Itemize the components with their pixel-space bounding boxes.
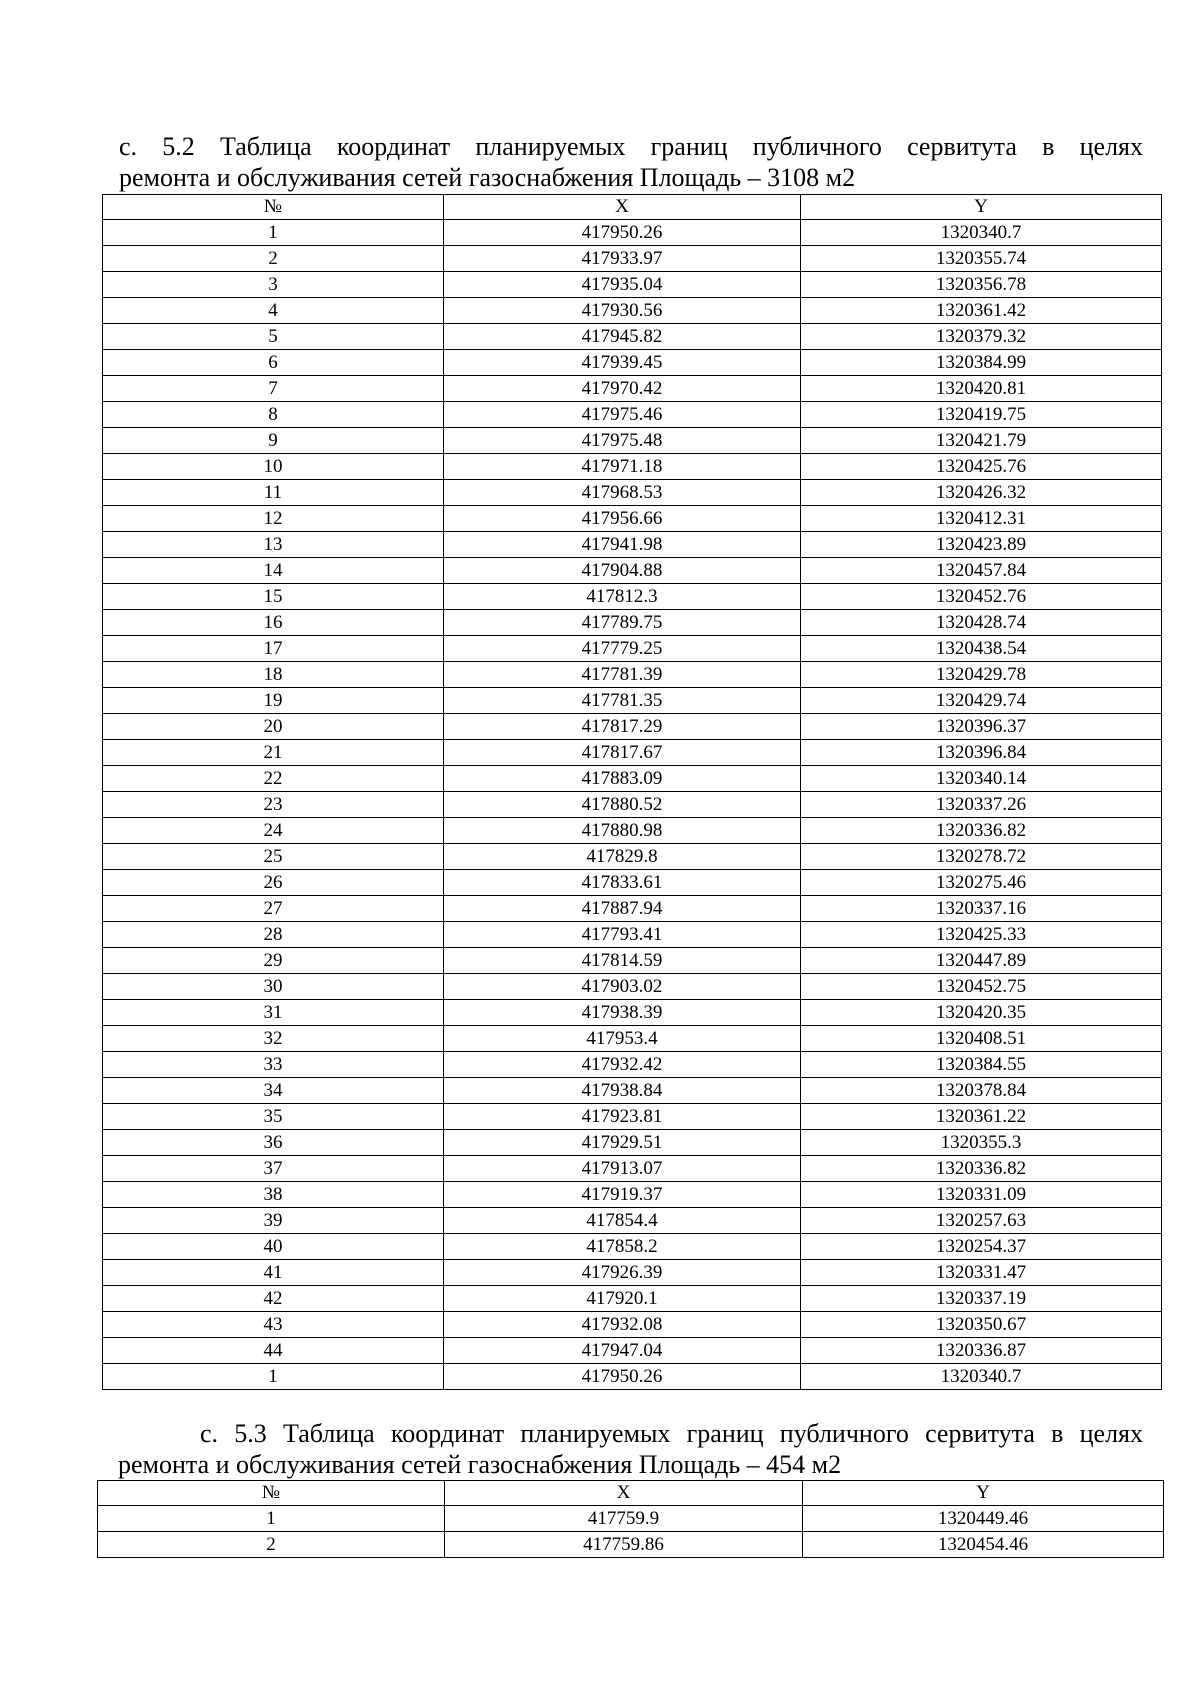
x-coordinate-cell: 417956.66 xyxy=(444,506,801,532)
x-coordinate-cell: 417759.9 xyxy=(445,1506,803,1532)
point-number-cell: 1 xyxy=(103,220,444,246)
table-row xyxy=(103,766,1162,792)
x-coordinate-cell: 417789.75 xyxy=(444,610,801,636)
point-number-cell: 33 xyxy=(103,1052,444,1078)
y-coordinate-cell: 1320421.79 xyxy=(801,428,1162,454)
caption-line: ремонта и обслуживания сетей газоснабжения Площадь – 3108 м2 xyxy=(119,163,856,192)
table-row xyxy=(103,584,1162,610)
y-coordinate-cell: 1320355.74 xyxy=(801,246,1162,272)
coordinates-table-5-2 xyxy=(102,194,1162,1390)
table-row xyxy=(103,324,1162,350)
x-coordinate-cell: 417938.39 xyxy=(444,1000,801,1026)
y-coordinate-cell: 1320419.75 xyxy=(801,402,1162,428)
y-coordinate-cell: 1320429.74 xyxy=(801,688,1162,714)
y-coordinate-cell: 1320356.78 xyxy=(801,272,1162,298)
x-coordinate-cell: 417920.1 xyxy=(444,1286,801,1312)
table-row xyxy=(103,948,1162,974)
x-coordinate-cell: 417933.97 xyxy=(444,246,801,272)
table-row xyxy=(103,1182,1162,1208)
x-coordinate-cell: 417781.35 xyxy=(444,688,801,714)
x-coordinate-cell: 417971.18 xyxy=(444,454,801,480)
x-coordinate-cell: 417923.81 xyxy=(444,1104,801,1130)
y-coordinate-cell: 1320361.22 xyxy=(801,1104,1162,1130)
y-coordinate-cell: 1320340.7 xyxy=(801,1364,1162,1390)
point-number-cell: 6 xyxy=(103,350,444,376)
y-coordinate-cell: 1320331.47 xyxy=(801,1260,1162,1286)
x-coordinate-cell: 417814.59 xyxy=(444,948,801,974)
x-coordinate-cell: 417880.52 xyxy=(444,792,801,818)
x-coordinate-cell: 417781.39 xyxy=(444,662,801,688)
y-coordinate-cell: 1320340.14 xyxy=(801,766,1162,792)
column-header-x: X xyxy=(444,195,801,220)
x-coordinate-cell: 417929.51 xyxy=(444,1130,801,1156)
point-number-cell: 21 xyxy=(103,740,444,766)
x-coordinate-cell: 417941.98 xyxy=(444,532,801,558)
x-coordinate-cell: 417975.48 xyxy=(444,428,801,454)
x-coordinate-cell: 417947.04 xyxy=(444,1338,801,1364)
point-number-cell: 24 xyxy=(103,818,444,844)
table-row xyxy=(103,1078,1162,1104)
point-number-cell: 1 xyxy=(98,1506,445,1532)
x-coordinate-cell: 417930.56 xyxy=(444,298,801,324)
y-coordinate-cell: 1320425.76 xyxy=(801,454,1162,480)
point-number-cell: 18 xyxy=(103,662,444,688)
table-row xyxy=(103,480,1162,506)
table-row xyxy=(103,246,1162,272)
y-coordinate-cell: 1320426.32 xyxy=(801,480,1162,506)
y-coordinate-cell: 1320337.26 xyxy=(801,792,1162,818)
x-coordinate-cell: 417883.09 xyxy=(444,766,801,792)
x-coordinate-cell: 417817.67 xyxy=(444,740,801,766)
caption-line: ремонта и обслуживания сетей газоснабжения Площадь – 454 м2 xyxy=(118,1450,842,1479)
table-row xyxy=(103,636,1162,662)
table-row xyxy=(103,558,1162,584)
x-coordinate-cell: 417858.2 xyxy=(444,1234,801,1260)
x-coordinate-cell: 417913.07 xyxy=(444,1156,801,1182)
x-coordinate-cell: 417935.04 xyxy=(444,272,801,298)
point-number-cell: 25 xyxy=(103,844,444,870)
point-number-cell: 9 xyxy=(103,428,444,454)
caption-line: с. 5.3 Таблица координат планируемых границ публичного сервитута в целях xyxy=(200,1419,1143,1448)
table-row xyxy=(98,1532,1164,1558)
point-number-cell: 2 xyxy=(103,246,444,272)
point-number-cell: 27 xyxy=(103,896,444,922)
table-row xyxy=(103,350,1162,376)
point-number-cell: 32 xyxy=(103,1026,444,1052)
point-number-cell: 10 xyxy=(103,454,444,480)
point-number-cell: 8 xyxy=(103,402,444,428)
y-coordinate-cell: 1320350.67 xyxy=(801,1312,1162,1338)
table-row xyxy=(103,1338,1162,1364)
x-coordinate-cell: 417945.82 xyxy=(444,324,801,350)
table-row xyxy=(103,532,1162,558)
y-coordinate-cell: 1320396.37 xyxy=(801,714,1162,740)
point-number-cell: 5 xyxy=(103,324,444,350)
point-number-cell: 29 xyxy=(103,948,444,974)
x-coordinate-cell: 417793.41 xyxy=(444,922,801,948)
table-row xyxy=(103,1208,1162,1234)
y-coordinate-cell: 1320425.33 xyxy=(801,922,1162,948)
column-header-number: № xyxy=(103,195,444,220)
x-coordinate-cell: 417779.25 xyxy=(444,636,801,662)
table-row xyxy=(103,506,1162,532)
column-header-number: № xyxy=(98,1481,445,1506)
x-coordinate-cell: 417968.53 xyxy=(444,480,801,506)
y-coordinate-cell: 1320408.51 xyxy=(801,1026,1162,1052)
x-coordinate-cell: 417938.84 xyxy=(444,1078,801,1104)
table-row xyxy=(103,1052,1162,1078)
point-number-cell: 39 xyxy=(103,1208,444,1234)
table-row xyxy=(103,740,1162,766)
table-body xyxy=(98,1506,1164,1558)
point-number-cell: 19 xyxy=(103,688,444,714)
table-row xyxy=(103,272,1162,298)
x-coordinate-cell: 417919.37 xyxy=(444,1182,801,1208)
column-header-x: X xyxy=(445,1481,803,1506)
table-row xyxy=(103,974,1162,1000)
x-coordinate-cell: 417953.4 xyxy=(444,1026,801,1052)
table-row xyxy=(103,298,1162,324)
point-number-cell: 23 xyxy=(103,792,444,818)
table-caption-5-3 xyxy=(118,1418,1143,1480)
point-number-cell: 34 xyxy=(103,1078,444,1104)
table-row xyxy=(103,1234,1162,1260)
x-coordinate-cell: 417829.8 xyxy=(444,844,801,870)
point-number-cell: 28 xyxy=(103,922,444,948)
y-coordinate-cell: 1320438.54 xyxy=(801,636,1162,662)
x-coordinate-cell: 417932.42 xyxy=(444,1052,801,1078)
table-row xyxy=(103,896,1162,922)
point-number-cell: 43 xyxy=(103,1312,444,1338)
table-row xyxy=(103,1104,1162,1130)
y-coordinate-cell: 1320457.84 xyxy=(801,558,1162,584)
y-coordinate-cell: 1320384.99 xyxy=(801,350,1162,376)
y-coordinate-cell: 1320337.16 xyxy=(801,896,1162,922)
coordinates-table-5-3 xyxy=(97,1480,1164,1558)
column-header-y: Y xyxy=(803,1481,1164,1506)
table-row xyxy=(103,1156,1162,1182)
point-number-cell: 16 xyxy=(103,610,444,636)
point-number-cell: 41 xyxy=(103,1260,444,1286)
y-coordinate-cell: 1320355.3 xyxy=(801,1130,1162,1156)
point-number-cell: 13 xyxy=(103,532,444,558)
point-number-cell: 38 xyxy=(103,1182,444,1208)
point-number-cell: 11 xyxy=(103,480,444,506)
table-row xyxy=(103,402,1162,428)
x-coordinate-cell: 417939.45 xyxy=(444,350,801,376)
table-row xyxy=(103,220,1162,246)
y-coordinate-cell: 1320278.72 xyxy=(801,844,1162,870)
x-coordinate-cell: 417932.08 xyxy=(444,1312,801,1338)
table-row xyxy=(103,610,1162,636)
point-number-cell: 14 xyxy=(103,558,444,584)
y-coordinate-cell: 1320331.09 xyxy=(801,1182,1162,1208)
table-row xyxy=(103,1000,1162,1026)
point-number-cell: 30 xyxy=(103,974,444,1000)
y-coordinate-cell: 1320361.42 xyxy=(801,298,1162,324)
point-number-cell: 15 xyxy=(103,584,444,610)
x-coordinate-cell: 417970.42 xyxy=(444,376,801,402)
table-row xyxy=(103,870,1162,896)
point-number-cell: 7 xyxy=(103,376,444,402)
x-coordinate-cell: 417817.29 xyxy=(444,714,801,740)
table-caption-5-2 xyxy=(119,131,1143,193)
point-number-cell: 2 xyxy=(98,1532,445,1558)
y-coordinate-cell: 1320275.46 xyxy=(801,870,1162,896)
y-coordinate-cell: 1320384.55 xyxy=(801,1052,1162,1078)
point-number-cell: 35 xyxy=(103,1104,444,1130)
x-coordinate-cell: 417833.61 xyxy=(444,870,801,896)
x-coordinate-cell: 417926.39 xyxy=(444,1260,801,1286)
x-coordinate-cell: 417950.26 xyxy=(444,1364,801,1390)
table-row xyxy=(103,844,1162,870)
table-row xyxy=(103,1026,1162,1052)
y-coordinate-cell: 1320336.82 xyxy=(801,818,1162,844)
table-row xyxy=(103,376,1162,402)
y-coordinate-cell: 1320420.81 xyxy=(801,376,1162,402)
y-coordinate-cell: 1320423.89 xyxy=(801,532,1162,558)
point-number-cell: 22 xyxy=(103,766,444,792)
y-coordinate-cell: 1320447.89 xyxy=(801,948,1162,974)
y-coordinate-cell: 1320337.19 xyxy=(801,1286,1162,1312)
table-row xyxy=(103,792,1162,818)
y-coordinate-cell: 1320412.31 xyxy=(801,506,1162,532)
x-coordinate-cell: 417812.3 xyxy=(444,584,801,610)
table-row xyxy=(103,1130,1162,1156)
table-row xyxy=(103,428,1162,454)
point-number-cell: 36 xyxy=(103,1130,444,1156)
table-row xyxy=(103,688,1162,714)
table-row xyxy=(103,662,1162,688)
y-coordinate-cell: 1320257.63 xyxy=(801,1208,1162,1234)
y-coordinate-cell: 1320254.37 xyxy=(801,1234,1162,1260)
y-coordinate-cell: 1320396.84 xyxy=(801,740,1162,766)
point-number-cell: 1 xyxy=(103,1364,444,1390)
table-row xyxy=(103,1312,1162,1338)
table-row xyxy=(103,818,1162,844)
point-number-cell: 12 xyxy=(103,506,444,532)
point-number-cell: 42 xyxy=(103,1286,444,1312)
point-number-cell: 3 xyxy=(103,272,444,298)
x-coordinate-cell: 417975.46 xyxy=(444,402,801,428)
y-coordinate-cell: 1320336.82 xyxy=(801,1156,1162,1182)
y-coordinate-cell: 1320452.76 xyxy=(801,584,1162,610)
point-number-cell: 26 xyxy=(103,870,444,896)
x-coordinate-cell: 417904.88 xyxy=(444,558,801,584)
y-coordinate-cell: 1320420.35 xyxy=(801,1000,1162,1026)
point-number-cell: 31 xyxy=(103,1000,444,1026)
y-coordinate-cell: 1320379.32 xyxy=(801,324,1162,350)
table-row xyxy=(103,922,1162,948)
y-coordinate-cell: 1320449.46 xyxy=(803,1506,1164,1532)
y-coordinate-cell: 1320452.75 xyxy=(801,974,1162,1000)
point-number-cell: 44 xyxy=(103,1338,444,1364)
x-coordinate-cell: 417880.98 xyxy=(444,818,801,844)
x-coordinate-cell: 417887.94 xyxy=(444,896,801,922)
table-row xyxy=(103,1286,1162,1312)
y-coordinate-cell: 1320454.46 xyxy=(803,1532,1164,1558)
table-row xyxy=(103,1364,1162,1390)
point-number-cell: 20 xyxy=(103,714,444,740)
x-coordinate-cell: 417950.26 xyxy=(444,220,801,246)
table-header-row xyxy=(103,195,1162,220)
x-coordinate-cell: 417759.86 xyxy=(445,1532,803,1558)
point-number-cell: 17 xyxy=(103,636,444,662)
point-number-cell: 37 xyxy=(103,1156,444,1182)
column-header-y: Y xyxy=(801,195,1162,220)
table-row xyxy=(98,1506,1164,1532)
table-row xyxy=(103,714,1162,740)
y-coordinate-cell: 1320378.84 xyxy=(801,1078,1162,1104)
x-coordinate-cell: 417854.4 xyxy=(444,1208,801,1234)
y-coordinate-cell: 1320428.74 xyxy=(801,610,1162,636)
table-row xyxy=(103,1260,1162,1286)
y-coordinate-cell: 1320340.7 xyxy=(801,220,1162,246)
point-number-cell: 40 xyxy=(103,1234,444,1260)
table-row xyxy=(103,454,1162,480)
table-header-row xyxy=(98,1481,1164,1506)
y-coordinate-cell: 1320429.78 xyxy=(801,662,1162,688)
x-coordinate-cell: 417903.02 xyxy=(444,974,801,1000)
table-body xyxy=(103,220,1162,1390)
point-number-cell: 4 xyxy=(103,298,444,324)
caption-line: с. 5.2 Таблица координат планируемых границ публичного сервитута в целях xyxy=(119,132,1143,161)
y-coordinate-cell: 1320336.87 xyxy=(801,1338,1162,1364)
